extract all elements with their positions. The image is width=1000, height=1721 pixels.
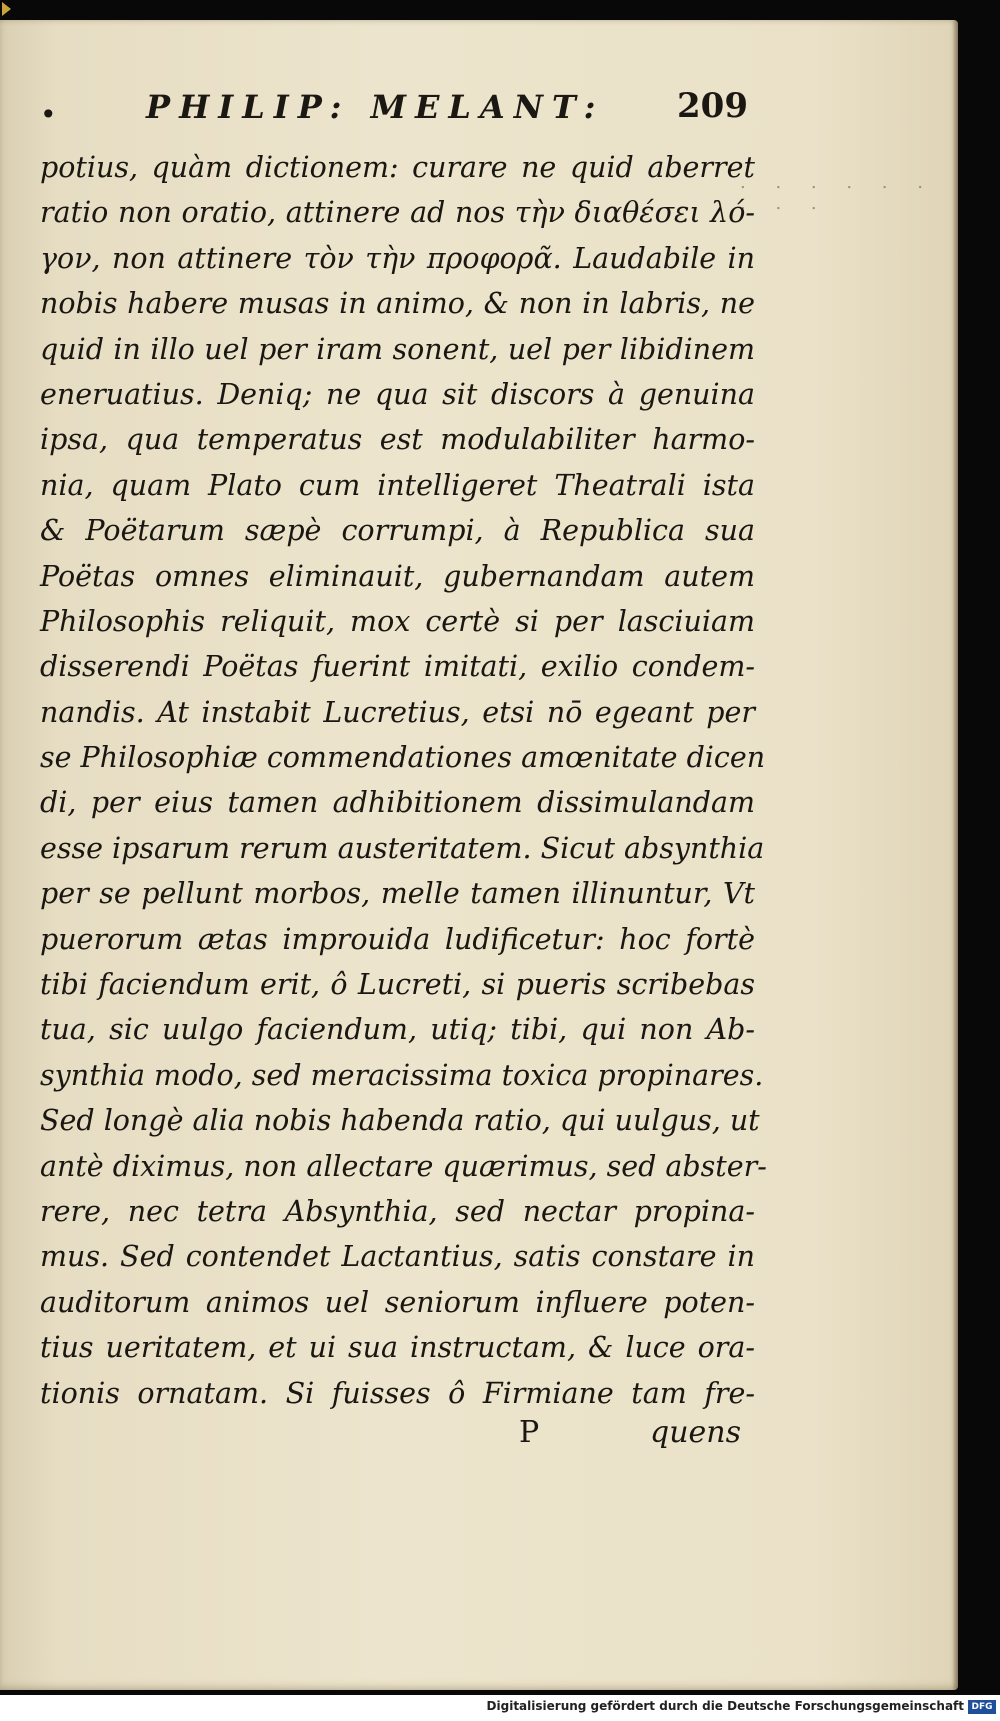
page-number: 209 — [677, 86, 748, 126]
text-line: esse ipsarum rerum austeritatem. Sicut absynthia — [40, 831, 765, 865]
body-text — [40, 145, 767, 1416]
text-line: ratio non oratio, attinere ad nos τὴν διαθέσει λό- — [40, 196, 755, 230]
text-line: synthia modo, sed meracissima toxica propinares. — [40, 1058, 764, 1092]
text-line: disserendi Poëtas fuerint imitati, exilio condem- — [40, 650, 755, 684]
book-page — [0, 20, 958, 1690]
text-line: γον, non attinere τὸν τὴν προφορᾶ. Laudabile in — [40, 241, 755, 275]
text-line: antè diximus, non allectare quærimus, sed abster- — [40, 1149, 767, 1183]
text-line: eneruatius. Deniq; ne qua sit discors à genuina — [40, 377, 755, 411]
margin-dots: . . . . . . . . . — [740, 172, 935, 214]
text-line: puerorum ætas improuida ludificetur: hoc fortè — [40, 922, 755, 956]
text-line: nandis. At instabit Lucretius, etsi nō egeant per — [40, 695, 755, 729]
text-line: se Philosophiæ commendationes amœnitate dicen — [40, 741, 766, 775]
text-line: rere, nec tetra Absynthia, sed nectar propina- — [40, 1194, 755, 1228]
text-line: di, per eius tamen adhibitionem dissimulandam — [40, 786, 755, 820]
text-line: quid in illo uel per iram sonent, uel per libidinem — [40, 332, 755, 366]
text-line: tibi faciendum erit, ô Lucreti, si pueris scribebas — [40, 968, 755, 1002]
text-line: potius, quàm dictionem: curare ne quid aberret — [40, 151, 755, 184]
running-header — [40, 80, 748, 131]
text-line: auditorum animos uel seniorum influere poten- — [40, 1285, 755, 1319]
text-line: Sed longè alia nobis habenda ratio, qui uulgus, ut — [40, 1104, 760, 1138]
catchword: quens — [650, 1415, 741, 1450]
dfg-logo-icon: DFG — [968, 1700, 996, 1714]
digitization-footer — [0, 1695, 1000, 1721]
text-line: Philosophis reliquit, mox certè si per lasciuiam — [40, 604, 755, 638]
text-line: mus. Sed contendet Lactantius, satis constare in — [40, 1240, 755, 1274]
signature-line — [40, 1415, 740, 1465]
text-line: Poëtas omnes eliminauit, gubernandam autem — [40, 559, 755, 593]
footer-credit: Digitalisierung gefördert durch die Deutsche Forschungsgemeinschaft — [486, 1699, 964, 1713]
text-line: ipsa, qua temperatus est modulabiliter harmo- — [40, 423, 755, 457]
text-line: nobis habere musas in animo, & non in labris, ne — [40, 287, 755, 321]
text-line: tius ueritatem, et ui sua instructam, & luce ora- — [40, 1331, 755, 1365]
text-line: & Poëtarum sæpè corrumpi, à Republica sua — [40, 514, 755, 548]
text-line: per se pellunt morbos, melle tamen illinuntur, Vt — [40, 877, 755, 911]
text-line: tua, sic uulgo faciendum, utiq; tibi, qui non Ab- — [40, 1013, 755, 1047]
signature-mark: P — [519, 1415, 540, 1450]
corner-arrow-icon — [2, 2, 11, 16]
text-line: nia, quam Plato cum intelligeret Theatrali ista — [40, 468, 755, 502]
text-line: tionis ornatam. Si fuisses ô Firmiane tam fre- — [40, 1376, 755, 1410]
header-bullet: • — [40, 98, 57, 131]
running-title: PHILIP: MELANT: — [146, 88, 605, 126]
